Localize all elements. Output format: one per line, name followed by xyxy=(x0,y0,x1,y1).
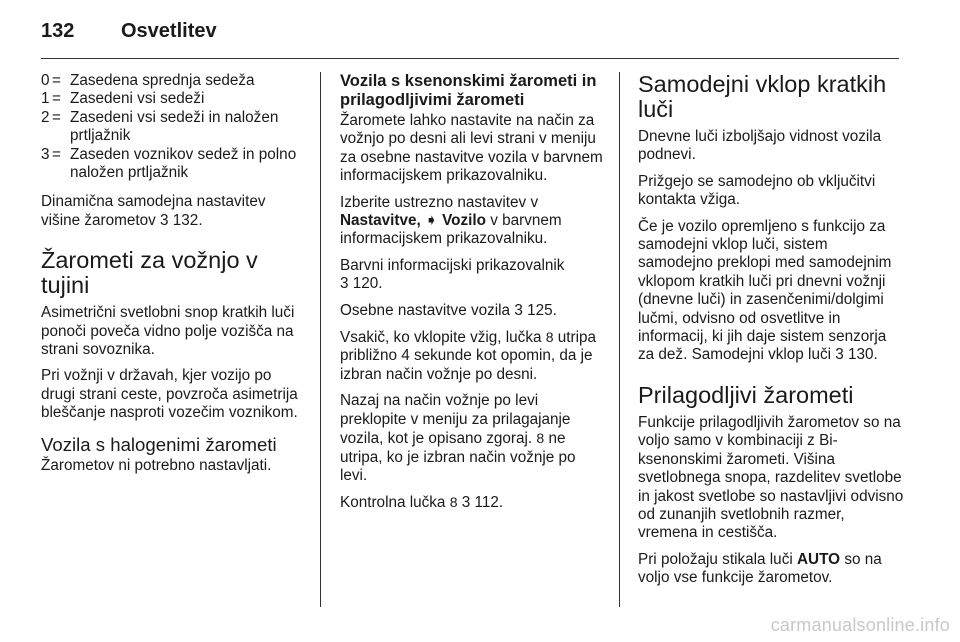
page-header xyxy=(41,20,217,48)
page-ref-icon: 3 xyxy=(514,301,523,319)
section-heading-auto-light: Samodejni vklop kratkih luči xyxy=(638,71,887,122)
column-divider-1 xyxy=(320,72,321,607)
page-ref-icon: 3 xyxy=(461,494,471,512)
paragraph-text: ne utripa, ko je izbran način vožnje po levi. xyxy=(340,430,576,484)
list-item-number: 1 xyxy=(41,90,50,108)
list-item-text: Zaseden voznikov sedež in polno naložen prtljažnik xyxy=(70,145,297,182)
paragraph-text: Vsakič, ko vklopite vžig, lučka xyxy=(340,329,542,347)
paragraph-asymmetric-beam: Asimetrični svetlobni snop kratkih luči ponoči poveča vidno polje vozišča na strani sovoznika. xyxy=(41,304,295,359)
page-ref-icon: 3 xyxy=(835,346,844,364)
list-item-number: 2 xyxy=(41,108,50,126)
paragraph-switch-back xyxy=(340,392,606,485)
list-item-number: 3 xyxy=(41,145,50,163)
paragraph-text: so na voljo vse funkcije žarometov. xyxy=(638,550,882,587)
paragraph-personal-settings-ref xyxy=(340,302,606,320)
occupancy-list xyxy=(41,72,307,182)
paragraph-text: Izberite ustrezno nastavitev v xyxy=(340,193,539,211)
list-item xyxy=(41,146,307,183)
section-heading-adaptive: Prilagodljivi žarometi xyxy=(638,381,854,408)
list-item xyxy=(41,72,307,90)
headlight-warning-lamp-icon: 8 xyxy=(536,430,545,447)
page-number: 132 xyxy=(41,20,75,42)
paragraph-color-display-ref xyxy=(340,257,606,294)
menu-term-settings: Nastavitve xyxy=(340,212,417,230)
page-ref-link[interactable]: 132. xyxy=(172,211,203,229)
header-rule xyxy=(41,58,899,59)
switch-term-auto: AUTO xyxy=(797,550,841,568)
paragraph-ignition: Prižgejo se samodejno ob vključitvi kontakta vžiga. xyxy=(638,172,876,209)
paragraph-select-setting xyxy=(340,194,606,249)
list-item-text: Zasedeni vsi sedeži in naložen prtljažnik xyxy=(70,108,279,145)
column-divider-2 xyxy=(619,72,620,607)
page-ref-link[interactable]: 112. xyxy=(474,494,504,512)
list-item-equals: = xyxy=(52,90,61,108)
paragraph-text: Dinamična samodejna nastavitev višine žarometov xyxy=(41,193,266,229)
list-item xyxy=(41,90,307,108)
paragraph-daytime-lights: Dnevne luči izboljšajo vidnost vozila podnevi. xyxy=(638,128,882,164)
page-ref-link[interactable]: 125. xyxy=(527,301,557,319)
paragraph-xenon-setting: Žaromete lahko nastavite na način za vožnjo po desni ali levi strani v meniju za osebne nastavitve vozila v barvnem informacijskem prikazovalniku. xyxy=(340,112,603,185)
paragraph-text: Pri položaju stikala luči xyxy=(638,550,793,568)
paragraph-dynamic-levelling xyxy=(41,193,307,230)
list-item xyxy=(41,109,307,146)
paragraph-text: Nazaj na način vožnje po levi preklopite v meniju za prilagajanje vozila, kot je opisano zgoraj. xyxy=(340,392,571,448)
list-item-equals: = xyxy=(52,145,61,163)
paragraph-text: Osebne nastavitve vozila xyxy=(340,301,511,319)
list-item-number: 0 xyxy=(41,72,50,89)
paragraph-text: utripa približno 4 sekunde kot opomin, da je izbran način vožnje po desni. xyxy=(340,329,597,383)
paragraph-control-lamp-ref xyxy=(340,493,606,512)
subheading-halogen: Vozila s halogenimi žarometi xyxy=(41,433,277,455)
page-ref-link[interactable]: 120. xyxy=(352,275,383,293)
paragraph-text: Kontrolna lučka xyxy=(340,494,446,512)
headlight-warning-lamp-icon: 8 xyxy=(545,329,554,346)
headlight-warning-lamp-icon: 8 xyxy=(449,494,458,511)
menu-term-vehicle: Vozilo xyxy=(442,212,487,230)
paragraph-text: v barvnem informacijskem prikazovalniku. xyxy=(340,212,562,248)
list-item-text: Zasedeni vsi sedeži xyxy=(70,90,205,108)
page-ref-icon: 3 xyxy=(340,275,349,293)
paragraph-text: Če je vozilo opremljeno s funkcijo za samodejni vklop luči, sistem samodejno preklopi med samodejnim vklopom kratkih luči pri dnevni vožnji (dnevne luči) in zasenčenimi/dolgimi lučmi, odvisno od osvetlitve in informacij, ki jih daje sistem senzorja za dež. Samodejni vklop luči xyxy=(638,217,892,364)
column-2 xyxy=(340,72,606,521)
paragraph-halogen: Žarometov ni potrebno nastavljati. xyxy=(41,456,272,474)
section-heading-abroad: Žarometi za vožnjo v tujini xyxy=(41,247,258,299)
page-title: Osvetlitev xyxy=(121,20,217,42)
watermark: carmanualsonline.info xyxy=(770,615,950,635)
paragraph-auto-light-system xyxy=(638,218,904,365)
paragraph-lamp-flashes xyxy=(340,328,606,384)
paragraph-other-side: Pri vožnji v državah, kjer vozijo po drugi strani ceste, povzroča asimetrija bleščanje nasproti vozečim voznikom. xyxy=(41,367,298,422)
list-item-equals: = xyxy=(52,108,61,126)
list-item-equals: = xyxy=(52,72,61,89)
list-item-text: Zasedena sprednja sedeža xyxy=(70,72,255,89)
paragraph-adaptive-functions: Funkcije prilagodljivih žarometov so na voljo samo v kombinaciji z Bi-ksenonskimi žarometi. Višina svetlobnega snopa, razdelitev svetlobe in jakost svetlobe so nastavljivi odvisno od zunanjih svetlobnih razmer, vremena in cestišča. xyxy=(638,413,904,542)
page-ref-link[interactable]: 130. xyxy=(848,346,878,364)
column-3 xyxy=(638,72,904,596)
subheading-xenon: Vozila s ksenonskimi žarometi in prilagodljivimi žarometi xyxy=(340,72,597,109)
paragraph-text: Barvni informacijski prikazovalnik xyxy=(340,256,565,274)
menu-separator-arrow-icon: , ➧ xyxy=(416,212,443,230)
column-1 xyxy=(41,72,307,483)
paragraph-auto-position xyxy=(638,551,904,588)
page-ref-icon: 3 xyxy=(160,211,169,229)
